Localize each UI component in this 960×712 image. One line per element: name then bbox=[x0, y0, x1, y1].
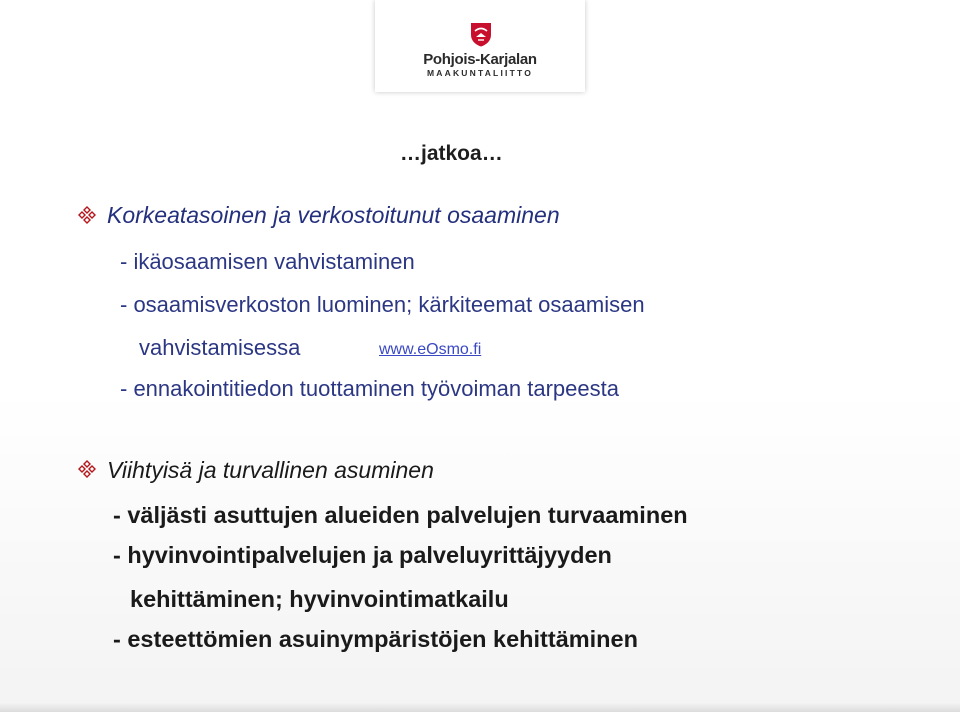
section1-item: - ikäosaamisen vahvistaminen bbox=[120, 249, 415, 274]
section2-item: kehittäminen; hyvinvointimatkailu bbox=[130, 586, 509, 612]
logo-box bbox=[375, 0, 585, 92]
slide-heading: …jatkoa… bbox=[400, 142, 503, 165]
eosmo-link[interactable]: www.eOsmo.fi bbox=[379, 341, 482, 358]
section2-item: - esteettömien asuinympäristöjen kehittäminen bbox=[113, 626, 638, 652]
section2-title: Viihtyisä ja turvallinen asuminen bbox=[107, 457, 434, 483]
crest-icon bbox=[470, 22, 492, 47]
diamond-bullet-icon bbox=[78, 206, 96, 224]
section2-item: - hyvinvointipalvelujen ja palveluyrittäjyyden bbox=[113, 542, 612, 568]
section1-item: vahvistamisessa bbox=[139, 335, 301, 360]
section2-item: - väljästi asuttujen alueiden palvelujen turvaaminen bbox=[113, 502, 688, 528]
logo-name: Pohjois-Karjalan bbox=[423, 51, 537, 68]
section1-item: - osaamisverkoston luominen; kärkiteemat osaamisen bbox=[120, 292, 645, 317]
logo-subtitle: MAAKUNTALIITTO bbox=[426, 68, 534, 78]
bottom-divider bbox=[0, 702, 960, 712]
section1-title: Korkeatasoinen ja verkostoitunut osaaminen bbox=[107, 202, 560, 228]
section1-item: - ennakointitiedon tuottaminen työvoiman tarpeesta bbox=[120, 376, 619, 401]
diamond-bullet-icon bbox=[78, 460, 96, 478]
